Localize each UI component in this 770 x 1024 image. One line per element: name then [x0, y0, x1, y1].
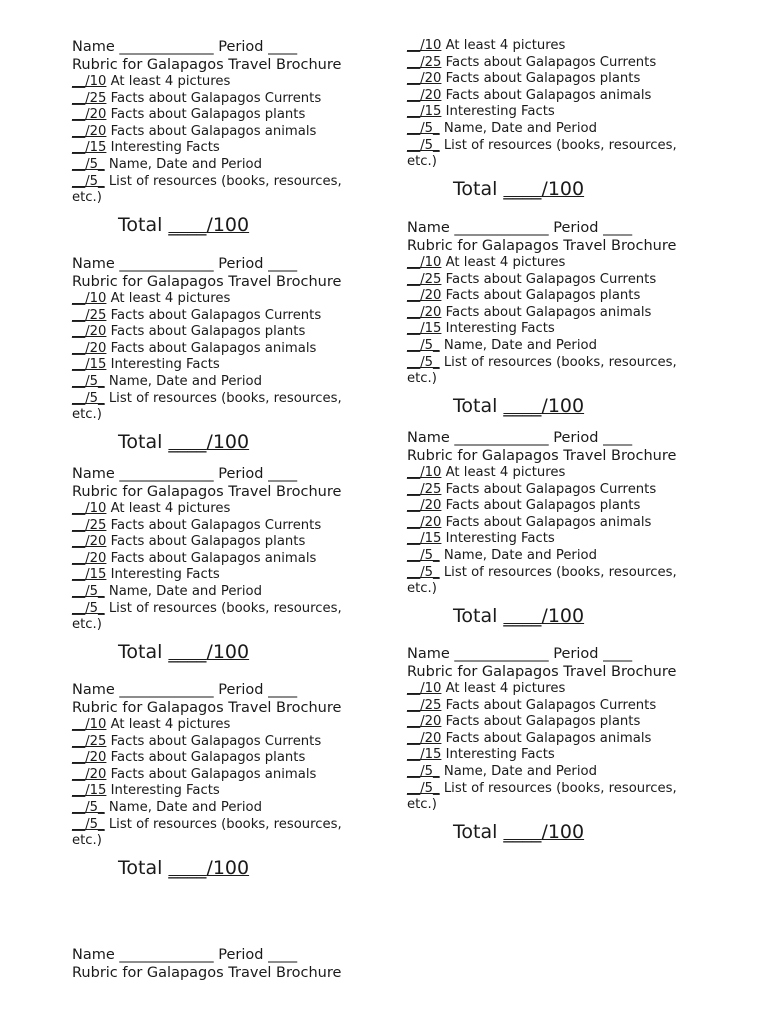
text: Interesting Facts: [445, 747, 555, 763]
rubric-item: [72, 74, 372, 91]
score: __/20: [407, 714, 442, 730]
score: __/5_: [72, 600, 105, 616]
text: At least 4 pictures: [445, 38, 566, 53]
total-max: /100: [541, 177, 585, 200]
text: Facts about Galapagos Currents: [110, 517, 322, 533]
text: List of resources (books, resources, etc.): [72, 600, 342, 633]
text: At least 4 pictures: [110, 501, 231, 516]
score: __/10: [407, 38, 442, 53]
text: Facts about Galapagos plants: [110, 107, 306, 123]
rubric-item: [72, 584, 372, 601]
total: Total: [453, 820, 498, 843]
rubric-item: [72, 567, 372, 584]
rubric-item: [72, 174, 368, 207]
rubric-item: [72, 308, 372, 325]
rubric-item: [407, 731, 707, 748]
total-blank: ____: [503, 394, 542, 417]
score: __/15: [72, 357, 107, 373]
total-line: [453, 177, 707, 201]
period-blank: ____: [268, 682, 298, 698]
text: Facts about Galapagos plants: [110, 324, 306, 340]
score: __/25: [72, 517, 107, 533]
period-blank: ____: [603, 646, 633, 662]
text: Facts about Galapagos animals: [445, 730, 652, 746]
total: Total: [118, 213, 163, 236]
rubric-item: [72, 534, 372, 551]
rubric-item: [407, 515, 707, 532]
rubric-item: [407, 138, 703, 171]
period: Period: [553, 430, 599, 446]
score: __/5_: [72, 390, 105, 406]
text: List of resources (books, resources, etc.): [407, 780, 677, 813]
rubric-item: [72, 324, 372, 341]
text: At least 4 pictures: [110, 717, 231, 732]
rubric-item: [72, 518, 372, 535]
name-blank: _____________: [119, 682, 214, 698]
rubric-card-5-partial: [72, 946, 372, 982]
score: __/10: [72, 717, 107, 732]
name-period-line: [72, 465, 372, 483]
score: __/5_: [72, 156, 105, 172]
score: __/5_: [72, 583, 105, 599]
score: __/25: [407, 697, 442, 713]
text: Interesting Facts: [445, 531, 555, 547]
rubric-item: [72, 157, 372, 174]
text: List of resources (books, resources, etc.): [407, 354, 677, 387]
text: Name, Date and Period: [443, 763, 597, 779]
text: Interesting Facts: [445, 104, 555, 120]
rubric-item: [407, 565, 703, 598]
score: __/25: [72, 90, 107, 106]
text: At least 4 pictures: [445, 465, 566, 480]
total-line: [118, 213, 372, 237]
rubric-title: Rubric for Galapagos Travel Brochure: [72, 700, 342, 716]
score: __/5_: [407, 564, 440, 580]
period-label: Period: [218, 39, 264, 55]
score: __/20: [72, 340, 107, 356]
rubric-item: [72, 601, 368, 634]
rubric-item: [407, 681, 707, 698]
score: __/5_: [72, 373, 105, 389]
score: __/20: [72, 750, 107, 766]
name-blank: _____________: [454, 646, 549, 662]
rubric-item: [407, 38, 707, 55]
rubric-title: Rubric for Galapagos Travel Brochure: [407, 664, 677, 680]
total-line: [118, 640, 372, 664]
total: Total: [118, 430, 163, 453]
total-line: [453, 604, 707, 628]
period-blank: ____: [268, 256, 298, 272]
text: Facts about Galapagos Currents: [110, 307, 322, 323]
text: Facts about Galapagos animals: [110, 340, 317, 356]
name: Name: [72, 682, 115, 698]
total-blank: ____: [503, 820, 542, 843]
period-blank: ____: [268, 39, 298, 55]
text: Name, Date and Period: [443, 337, 597, 353]
score: __/5_: [72, 816, 105, 832]
rubric-item: [72, 551, 372, 568]
score: __/20: [72, 766, 107, 782]
score: __/15: [72, 140, 107, 156]
text: Name, Date and Period: [108, 799, 262, 815]
rubric-title: Rubric for Galapagos Travel Brochure: [72, 965, 342, 981]
period-blank: ____: [268, 466, 298, 482]
score: __/15: [72, 567, 107, 583]
total-max: /100: [206, 640, 250, 663]
text: Name, Date and Period: [108, 156, 262, 172]
rubric-item: [407, 305, 707, 322]
text: Name, Date and Period: [108, 373, 262, 389]
text: Interesting Facts: [445, 321, 555, 337]
total-blank: ____: [503, 177, 542, 200]
total-blank: ____: [168, 430, 207, 453]
score: __/5_: [407, 120, 440, 136]
name: Name: [407, 220, 450, 236]
score: __/20: [72, 123, 107, 139]
rubric-card-8: [407, 429, 707, 628]
rubric-item: [72, 767, 372, 784]
rubric-item: [72, 91, 372, 108]
score: __/5_: [72, 799, 105, 815]
rubric-card-4: [72, 681, 372, 880]
score: __/20: [407, 498, 442, 514]
text: Facts about Galapagos plants: [445, 288, 641, 304]
total-blank: ____: [168, 856, 207, 879]
name-blank: _____________: [119, 466, 214, 482]
score: __/20: [407, 514, 442, 530]
name: Name: [407, 430, 450, 446]
text: List of resources (books, resources, etc.): [72, 390, 342, 423]
text: Interesting Facts: [110, 140, 220, 156]
rubric-item: [72, 750, 372, 767]
score: __/10: [72, 501, 107, 516]
score: __/5_: [407, 780, 440, 796]
rubric-item: [72, 800, 372, 817]
total-max: /100: [206, 856, 250, 879]
rubric-item: [72, 783, 372, 800]
total: Total: [453, 177, 498, 200]
period: Period: [218, 466, 264, 482]
text: Facts about Galapagos plants: [445, 714, 641, 730]
score: __/15: [72, 783, 107, 799]
rubric-item: [72, 357, 372, 374]
total-line: [453, 394, 707, 418]
text: Facts about Galapagos animals: [445, 87, 652, 103]
text: At least 4 pictures: [110, 291, 231, 306]
rubric-title: Rubric for Galapagos Travel Brochure: [407, 238, 677, 254]
text: Facts about Galapagos Currents: [445, 54, 657, 70]
score: __/20: [72, 324, 107, 340]
rubric-item: [407, 548, 707, 565]
rubric-item: [72, 734, 372, 751]
total-max: /100: [541, 820, 585, 843]
period: Period: [553, 646, 599, 662]
rubric-item: [407, 698, 707, 715]
text: Interesting Facts: [110, 567, 220, 583]
rubric-item: [407, 465, 707, 482]
rubric-item: [72, 391, 368, 424]
text: At least 4 pictures: [110, 74, 231, 89]
rubric-item: [407, 338, 707, 355]
score: __/10: [72, 74, 107, 89]
name: Name: [72, 256, 115, 272]
total: Total: [453, 394, 498, 417]
score: __/5_: [407, 763, 440, 779]
name-period-line: [72, 681, 372, 699]
text: Facts about Galapagos Currents: [445, 481, 657, 497]
rubric-title: Rubric for Galapagos Travel Brochure: [72, 274, 342, 290]
text: Facts about Galapagos animals: [445, 514, 652, 530]
period-blank: ____: [268, 947, 298, 963]
score: __/20: [72, 550, 107, 566]
score: __/15: [407, 321, 442, 337]
text: List of resources (books, resources, etc.): [72, 173, 342, 206]
name-period-line: [72, 255, 372, 273]
name-label: Name: [72, 39, 115, 55]
name: Name: [407, 646, 450, 662]
score: __/15: [407, 104, 442, 120]
name-period-line: [407, 429, 707, 447]
rubric-title: Rubric for Galapagos Travel Brochure: [72, 57, 342, 73]
text: Name, Date and Period: [443, 547, 597, 563]
score: __/20: [72, 534, 107, 550]
text: Facts about Galapagos plants: [110, 750, 306, 766]
total-max: /100: [206, 430, 250, 453]
text: Facts about Galapagos animals: [445, 304, 652, 320]
score: __/25: [72, 733, 107, 749]
rubric-item: [407, 764, 707, 781]
text: Facts about Galapagos Currents: [110, 733, 322, 749]
total: Total: [118, 640, 163, 663]
score: __/20: [407, 730, 442, 746]
rubric-item: [72, 140, 372, 157]
name-period-line: [72, 946, 372, 964]
rubric-item: [407, 482, 707, 499]
score: __/15: [407, 531, 442, 547]
total-line: [118, 856, 372, 880]
text: At least 4 pictures: [445, 681, 566, 696]
name-blank: _____________: [119, 256, 214, 272]
name-period-line: [407, 219, 707, 237]
total-blank: ____: [168, 213, 207, 236]
score: __/20: [407, 87, 442, 103]
rubric-item: [72, 374, 372, 391]
text: Facts about Galapagos plants: [110, 534, 306, 550]
rubric-card-9: [407, 645, 707, 844]
score: __/10: [407, 681, 442, 696]
rubric-item: [407, 272, 707, 289]
score: __/5_: [407, 137, 440, 153]
name-blank: _____________: [454, 430, 549, 446]
period-blank: ____: [603, 220, 633, 236]
score: __/10: [407, 465, 442, 480]
rubric-title: Rubric for Galapagos Travel Brochure: [72, 484, 342, 500]
total-line: [118, 430, 372, 454]
score: __/20: [407, 288, 442, 304]
rubric-item: [407, 88, 707, 105]
rubric-item: [407, 121, 707, 138]
rubric-item: [407, 714, 707, 731]
rubric-item: [407, 355, 703, 388]
rubric-item: [72, 501, 372, 518]
text: Name, Date and Period: [108, 583, 262, 599]
rubric-item: [72, 124, 372, 141]
rubric-item: [407, 288, 707, 305]
score: __/10: [407, 255, 442, 270]
text: Facts about Galapagos Currents: [445, 697, 657, 713]
rubric-card-6-partial: [407, 38, 707, 201]
rubric-item: [407, 498, 707, 515]
text: List of resources (books, resources, etc.): [72, 816, 342, 849]
score: __/5_: [407, 354, 440, 370]
total-max: /100: [206, 213, 250, 236]
period: Period: [218, 682, 264, 698]
text: Facts about Galapagos Currents: [110, 90, 322, 106]
name: Name: [72, 466, 115, 482]
text: Interesting Facts: [110, 357, 220, 373]
score: __/10: [72, 291, 107, 306]
text: List of resources (books, resources, etc.): [407, 137, 677, 170]
rubric-card-3: [72, 465, 372, 664]
score: __/25: [407, 54, 442, 70]
total-line: [453, 820, 707, 844]
text: Name, Date and Period: [443, 120, 597, 136]
text: Facts about Galapagos plants: [445, 498, 641, 514]
total-blank: ____: [503, 604, 542, 627]
text: Facts about Galapagos animals: [110, 123, 317, 139]
rubric-item: [72, 341, 372, 358]
name-blank: _____________: [119, 947, 214, 963]
score: __/25: [72, 307, 107, 323]
name-blank: _____________: [454, 220, 549, 236]
rubric-item: [407, 71, 707, 88]
name: Name: [72, 947, 115, 963]
rubric-item: [407, 781, 703, 814]
rubric-item: [407, 747, 707, 764]
score: __/20: [407, 304, 442, 320]
rubric-item: [407, 255, 707, 272]
score: __/25: [407, 481, 442, 497]
rubric-item: [407, 321, 707, 338]
period-blank: ____: [603, 430, 633, 446]
text: Interesting Facts: [110, 783, 220, 799]
period: Period: [218, 256, 264, 272]
rubric-item: [407, 55, 707, 72]
rubric-card-2: [72, 255, 372, 454]
text: At least 4 pictures: [445, 255, 566, 270]
rubric-item: [72, 291, 372, 308]
total-max: /100: [541, 604, 585, 627]
name-period-line: [407, 645, 707, 663]
rubric-item: [407, 531, 707, 548]
score: __/25: [407, 271, 442, 287]
text: Facts about Galapagos Currents: [445, 271, 657, 287]
score: __/5_: [72, 173, 105, 189]
rubric-item: [72, 107, 372, 124]
text: Facts about Galapagos animals: [110, 766, 317, 782]
rubric-title: Rubric for Galapagos Travel Brochure: [407, 448, 677, 464]
score: __/15: [407, 747, 442, 763]
name-blank: _____________: [119, 39, 214, 55]
score: __/20: [407, 71, 442, 87]
text: List of resources (books, resources, etc.): [407, 564, 677, 597]
rubric-item: [72, 717, 372, 734]
score: __/5_: [407, 337, 440, 353]
name-period-line: [72, 38, 372, 56]
score: __/5_: [407, 547, 440, 563]
score: __/20: [72, 107, 107, 123]
total: Total: [453, 604, 498, 627]
total-blank: ____: [168, 640, 207, 663]
period: Period: [553, 220, 599, 236]
rubric-card-7: [407, 219, 707, 418]
period: Period: [218, 947, 264, 963]
rubric-item: [407, 104, 707, 121]
rubric-item: [72, 817, 368, 850]
text: Facts about Galapagos plants: [445, 71, 641, 87]
rubric-card-1: [72, 38, 372, 237]
total-max: /100: [541, 394, 585, 417]
total: Total: [118, 856, 163, 879]
text: Facts about Galapagos animals: [110, 550, 317, 566]
